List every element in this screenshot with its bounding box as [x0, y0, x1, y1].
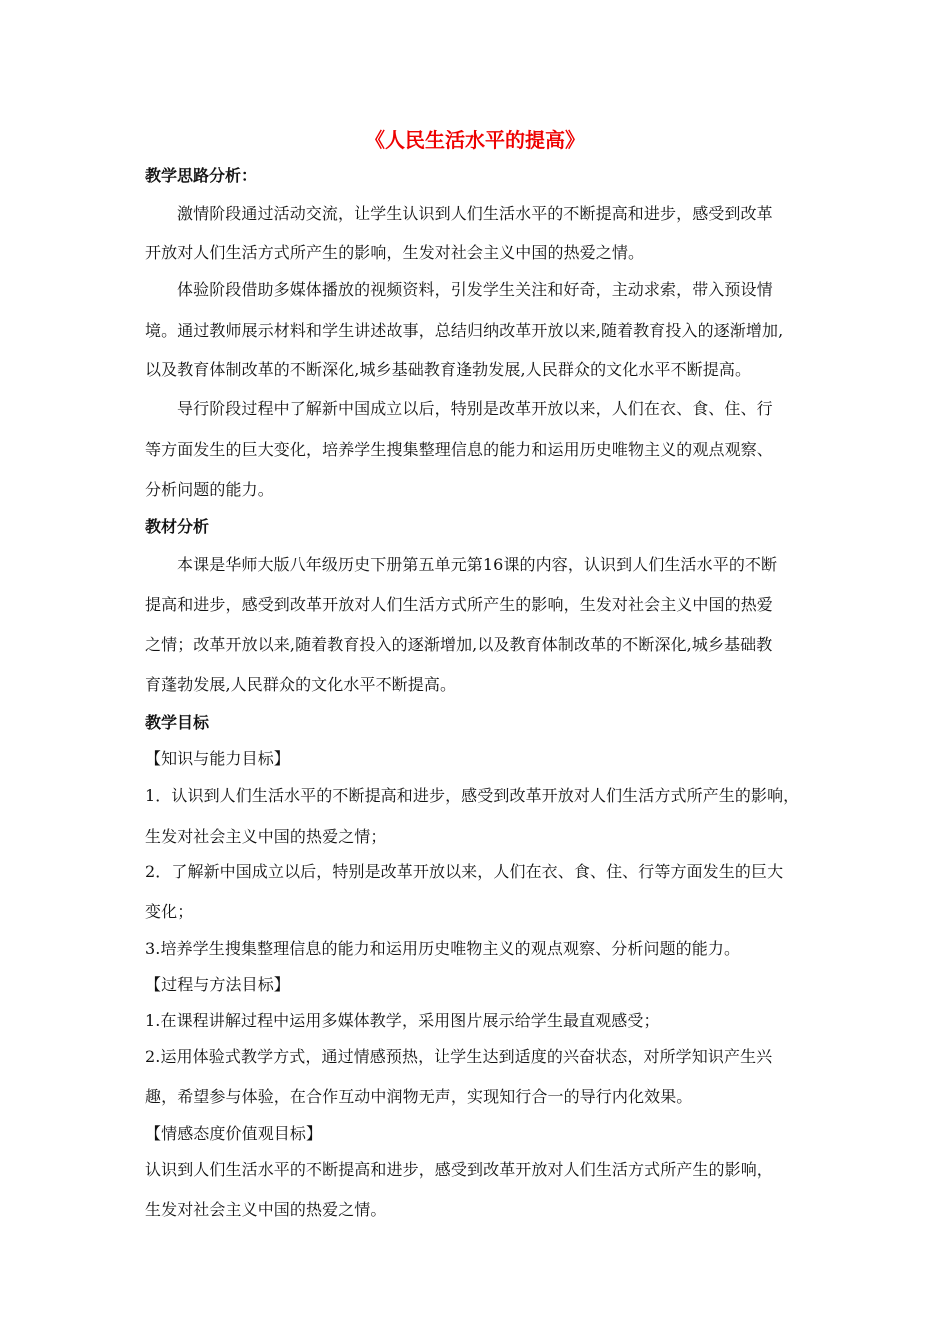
goal-item: 变化；: [145, 902, 194, 921]
paragraph-line: 开放对人们生活方式所产生的影响，生发对社会主义中国的热爱之情。: [145, 243, 645, 262]
paragraph-line: 激情阶段通过活动交流，让学生认识到人们生活水平的不断提高和进步，感受到改革: [177, 204, 773, 223]
goal-item: 1．认识到人们生活水平的不断提高和进步，感受到改革开放对人们生活方式所产生的影响，: [145, 786, 800, 805]
goal-category-process: 【过程与方法目标】: [145, 975, 290, 994]
paragraph-line: 导行阶段过程中了解新中国成立以后，特别是改革开放以来，人们在衣、食、住、行: [177, 399, 773, 418]
goal-item: 3.培养学生搜集整理信息的能力和运用历史唯物主义的观点观察、分析问题的能力。: [145, 939, 741, 958]
goal-category-knowledge: 【知识与能力目标】: [145, 749, 290, 768]
paragraph-line: 育蓬勃发展,人民群众的文化水平不断提高。: [145, 675, 457, 694]
document-title: 《人民生活水平的提高》: [365, 128, 585, 152]
goal-item: 认识到人们生活水平的不断提高和进步，感受到改革开放对人们生活方式所产生的影响，: [145, 1160, 773, 1179]
goal-item: 生发对社会主义中国的热爱之情。: [145, 1200, 387, 1219]
paragraph-line: 分析问题的能力。: [145, 480, 274, 499]
paragraph-line: 提高和进步，感受到改革开放对人们生活方式所产生的影响，生发对社会主义中国的热爱: [145, 595, 773, 614]
paragraph-line: 本课是华师大版八年级历史下册第五单元第16课的内容，认识到人们生活水平的不断: [177, 555, 778, 574]
goal-item: 2.运用体验式教学方式，通过情感预热，让学生达到适度的兴奋状态，对所学知识产生兴: [145, 1047, 773, 1066]
paragraph-line: 以及教育体制改革的不断深化,城乡基础教育逢勃发展,人民群众的文化水平不断提高。: [145, 360, 752, 379]
paragraph-line: 境。通过教师展示材料和学生讲述故事，总结归纳改革开放以来,随着教育投入的逐渐增加,: [145, 321, 784, 340]
goal-item: 生发对社会主义中国的热爱之情；: [145, 827, 387, 846]
goal-item: 2．了解新中国成立以后，特别是改革开放以来，人们在衣、食、住、行等方面发生的巨大: [145, 862, 784, 881]
paragraph-line: 等方面发生的巨大变化，培养学生搜集整理信息的能力和运用历史唯物主义的观点观察、: [145, 440, 773, 459]
goal-item: 趣，希望参与体验，在合作互动中润物无声，实现知行合一的导行内化效果。: [145, 1087, 693, 1106]
goal-item: 1.在课程讲解过程中运用多媒体教学，采用图片展示给学生最直观感受；: [145, 1011, 660, 1030]
paragraph-line: 之情；改革开放以来,随着教育投入的逐渐增加,以及教育体制改革的不断深化,城乡基础教: [145, 635, 773, 654]
goal-category-emotion: 【情感态度价值观目标】: [145, 1124, 323, 1143]
section-heading-analysis: 教学思路分析：: [145, 166, 258, 185]
section-heading-goals: 教学目标: [145, 713, 210, 732]
section-heading-textbook: 教材分析: [145, 517, 210, 536]
paragraph-line: 体验阶段借助多媒体播放的视频资料，引发学生关注和好奇，主动求索，带入预设情: [177, 280, 773, 299]
